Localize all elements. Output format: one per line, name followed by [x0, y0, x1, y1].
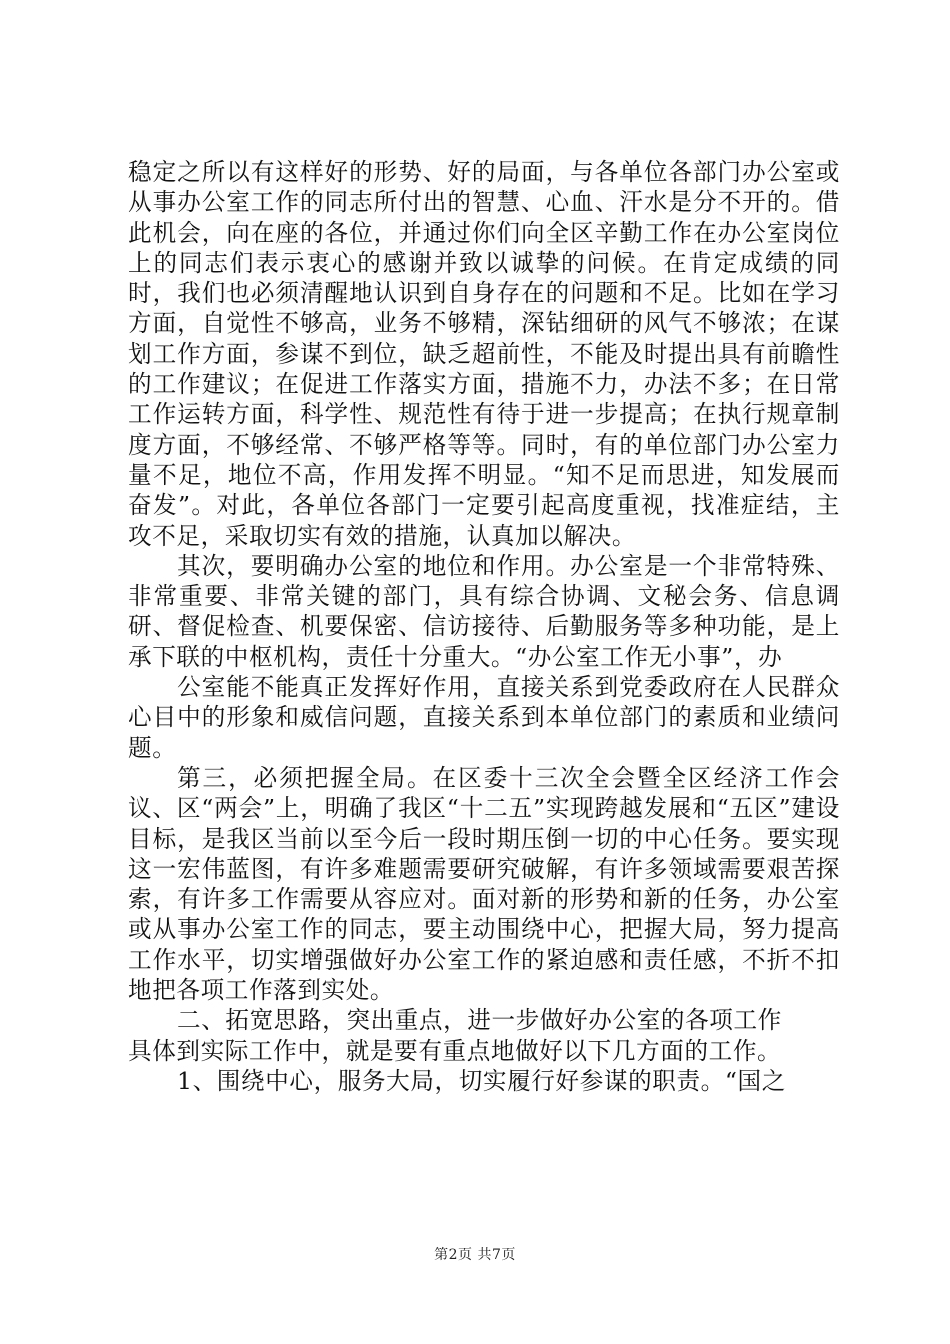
section-heading-two: 二、拓宽思路，突出重点，进一步做好办公室的各项工作: [177, 1006, 782, 1035]
paragraph-key-work-intro: 具体到实际工作中，就是要有重点地做好以下几方面的工作。: [128, 1036, 782, 1065]
paragraph-office-role-continued: 公室能不能真正发挥好作用，直接关系到党委政府在人民群众心目中的形象和威信问题，直接关系到本单位部门的素质和业绩问题。: [128, 673, 840, 762]
paragraph-office-role: 其次，要明确办公室的地位和作用。办公室是一个非常特殊、非常重要、非常关键的部门，具有综合协调、文秘会务、信息调研、督促检查、机要保密、信访接待、后勤服务等多种功能，是上承下联的中枢机构，责任十分重大。“办公室工作无小事”，办: [128, 551, 840, 671]
paragraph-item-one: 1、围绕中心，服务大局，切实履行好参谋的职责。“国之: [177, 1066, 786, 1095]
paragraph-achievements-and-shortcomings: 稳定之所以有这样好的形势、好的局面，与各单位各部门办公室或从事办公室工作的同志所付出的智慧、心血、汗水是分不开的。借此机会，向在座的各位，并通过你们向全区辛勤工作在办公室岗位上的同志们表示衷心的感谢并致以诚挚的问候。在肯定成绩的同时，我们也必须清醒地认识到自身存在的问题和不足。比如在学习方面，自觉性不够高，业务不够精，深钻细研的风气不够浓；在谋划工作方面，参谋不到位，缺乏超前性，不能及时提出具有前瞻性的工作建议；在促进工作落实方面，措施不力，办法不多；在日常工作运转方面，科学性、规范性有待于进一步提高；在执行规章制度方面，不够经常、不够严格等等。同时，有的单位部门办公室力量不足，地位不高，作用发挥不明显。“知不足而思进，知发展而奋发”。对此，各单位各部门一定要引起高度重视，找准症结，主攻不足，采取切实有效的措施，认真加以解决。: [128, 158, 840, 550]
paragraph-grasp-overall-situation: 第三，必须把握全局。在区委十三次全会暨全区经济工作会议、区“两会”上，明确了我区“十二五”实现跨越发展和“五区”建设目标，是我区当前以至今后一段时期压倒一切的中心任务。要实现这一宏伟蓝图，有许多难题需要研究破解，有许多领域需要艰苦探索，有许多工作需要从容应对。面对新的形势和新的任务，办公室或从事办公室工作的同志，要主动围绕中心，把握大局，努力提高工作水平，切实增强做好办公室工作的紧迫感和责任感，不折不扣地把各项工作落到实处。: [128, 763, 840, 1005]
page-number-footer: 第2页 共7页: [434, 1247, 516, 1263]
document-body: [128, 157, 840, 1096]
